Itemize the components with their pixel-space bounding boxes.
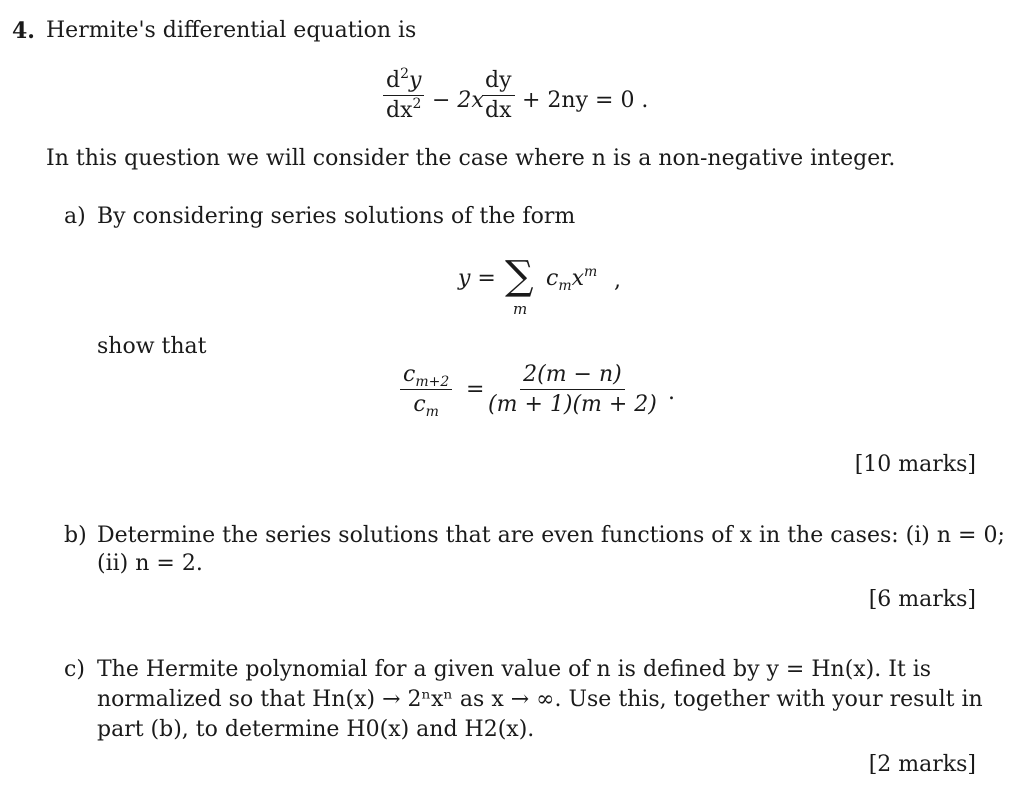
part-a-label: a)	[64, 204, 86, 229]
period: .	[668, 380, 675, 405]
equation-minus-2x: − 2x	[432, 88, 484, 113]
sigma-index: m	[513, 300, 528, 318]
ratio-fraction: $\frac{c_{m+2}}{c_m}$	[400, 364, 452, 416]
part-c-label: c)	[64, 657, 85, 682]
series-comma: ,	[614, 268, 621, 293]
series-lhs: y =	[458, 266, 496, 291]
rhs-fraction: $\frac{2(m - n)}{(m + 1)(m + 2)}$	[488, 362, 657, 417]
part-b-label: b)	[64, 523, 87, 548]
part-c-marks: [2 marks]	[868, 752, 976, 777]
part-b-line-1: Determine the series solutions that are even functions of x in the cases: (i) n = 0;	[97, 523, 1005, 548]
part-a-text: By considering series solutions of the form	[97, 204, 576, 229]
first-derivative-fraction: $\frac{dy}{dx}$	[482, 70, 515, 122]
part-c-line-2: normalized so that Hn(x) → 2ⁿxⁿ as x → ∞. Use this, together with your result in	[97, 687, 983, 712]
question-context: In this question we will consider the case where n is a non-negative integer.	[46, 146, 896, 171]
equation-rest: + 2ny = 0 .	[522, 88, 649, 113]
sigma-symbol: ∑	[505, 253, 534, 299]
second-derivative-fraction: $\frac{d^2y}{dx^2}$	[383, 70, 424, 122]
part-b-marks: [6 marks]	[868, 587, 976, 612]
question-number: 4.	[12, 18, 35, 44]
show-that: show that	[97, 334, 207, 359]
question-intro: Hermite's differential equation is	[46, 18, 417, 43]
series-term: $c_mx^m$	[546, 264, 598, 294]
part-a-marks: [10 marks]	[854, 452, 976, 477]
part-c-line-1: The Hermite polynomial for a given value of n is defined by y = Hn(x). It is	[97, 657, 932, 682]
equals-sign: =	[466, 377, 485, 402]
part-b-line-2: (ii) n = 2.	[97, 551, 203, 576]
part-c-line-3: part (b), to determine H0(x) and H2(x).	[97, 717, 535, 742]
